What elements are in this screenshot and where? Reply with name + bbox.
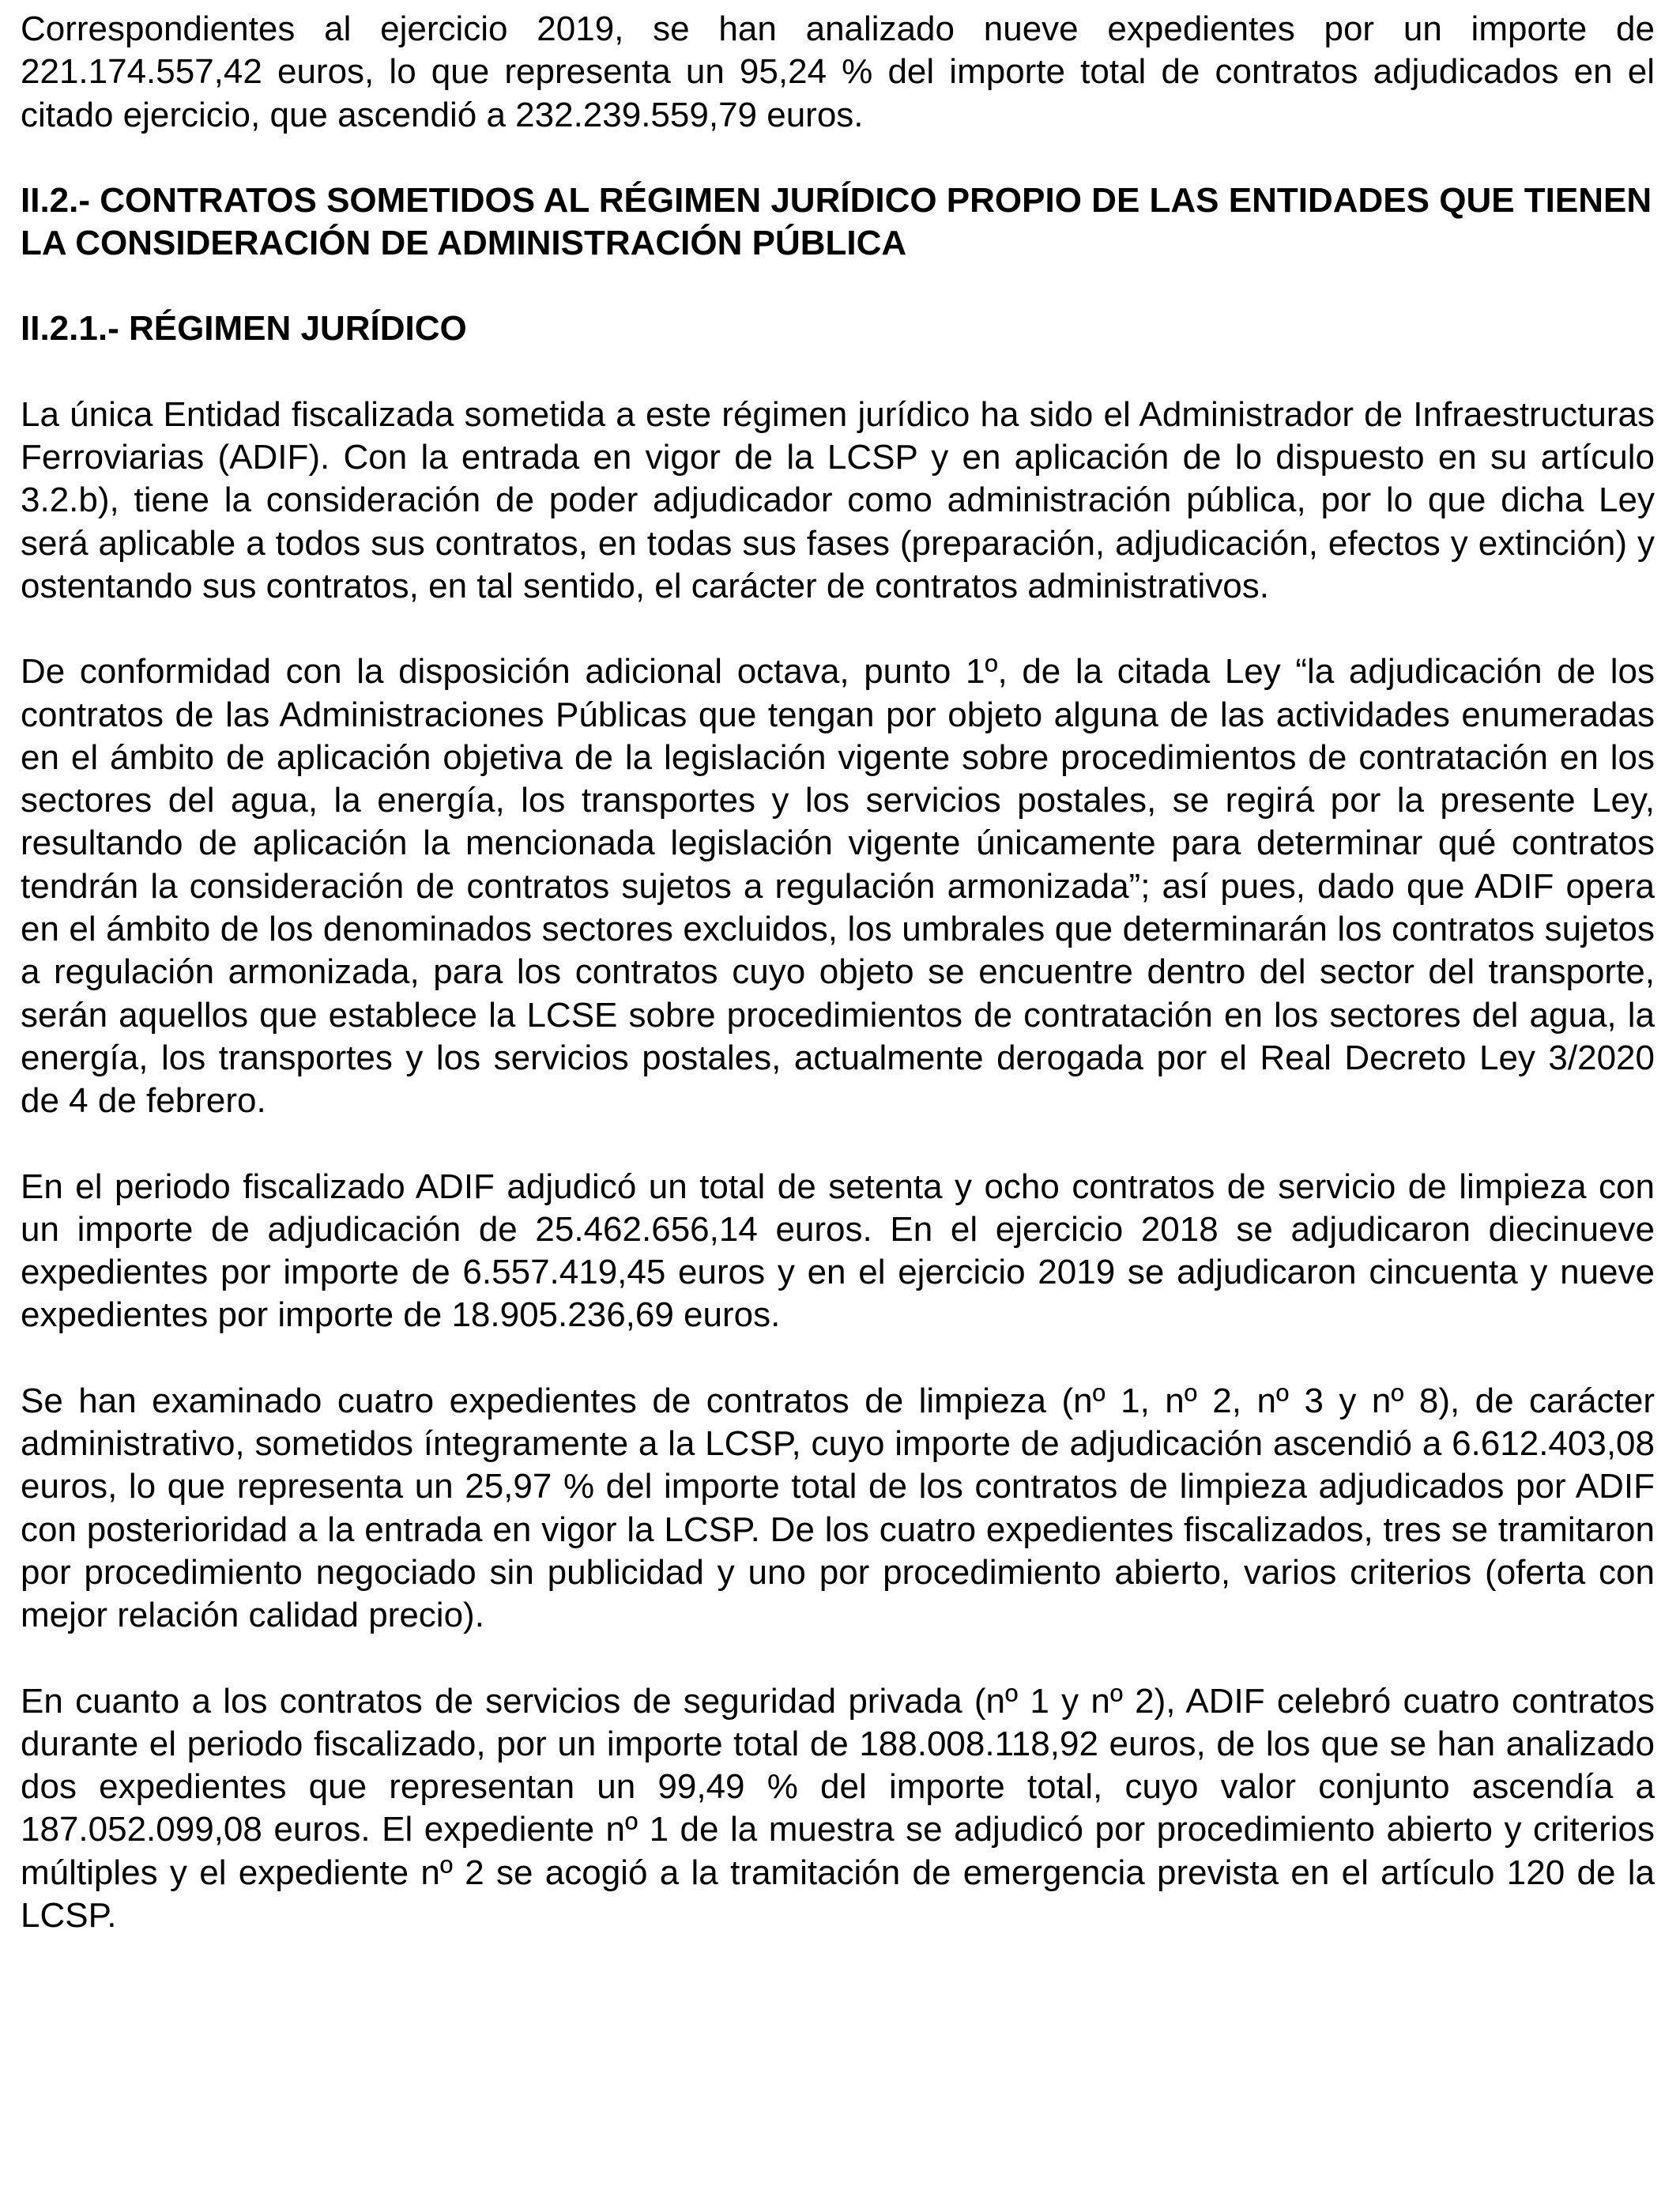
paragraph-cleaning-contracts: En el periodo fiscalizado ADIF adjudicó un total de setenta y ocho contratos de servicio de limpieza con un importe de adjudicación de 25.462.656,14 euros. En el ejercicio 2018 se adjudicaron diecinueve expedientes por importe de 6.557.419,45 euros y en el ejercicio 2019 se adjudicaron cincuenta y nueve expedientes por importe de 18.905.236,69 euros. — [21, 1167, 1655, 1335]
spacer — [21, 265, 1655, 307]
spacer — [21, 351, 1655, 394]
paragraph-legal-regime: La única Entidad fiscalizada sometida a este régimen jurídico ha sido el Administrador de Infraestructuras Ferroviarias (ADIF). Con la entrada en vigor de la LCSP y en aplicación de lo dispuesto en su artículo 3.2.b), tiene la consideración de poder adjudicador como administración pública, por lo que dicha Ley será aplicable a todos sus contratos, en todas sus fases (preparación, adjudicación, efectos y extinción) y ostentando sus contratos, en tal sentido, el carácter de contratos administrativos. — [21, 394, 1655, 605]
spacer — [21, 608, 1655, 650]
intro-paragraph: Correspondientes al ejercicio 2019, se han analizado nueve expedientes por un importe de 221.174.557,42 euros, lo que representa un 95,24 % del importe total de contratos adjudicados en el citado ejercicio, que ascendió a 232.239.559,79 euros. — [21, 9, 1655, 134]
document-page — [21, 8, 1655, 1937]
spacer — [21, 1638, 1655, 1680]
subsection-heading: II.2.1.- RÉGIMEN JURÍDICO — [21, 309, 467, 349]
paragraph-security-contracts: En cuanto a los contratos de servicios de seguridad privada (nº 1 y nº 2), ADIF celebró cuatro contratos durante el periodo fiscalizado, por un importe total de 188.008.118,92 euros, de los que se han analizado dos expedientes que representan un 99,49 % del importe total, cuyo valor conjunto ascendía a 187.052.099,08 euros. El expediente nº 1 de la muestra se adjudicó por procedimiento abierto y criterios múltiples y el expediente nº 2 se acogió a la tramitación de emergencia prevista en el artículo 120 de la LCSP. — [21, 1681, 1655, 1935]
spacer — [21, 1337, 1655, 1380]
spacer — [21, 1123, 1655, 1166]
paragraph-examined-files: Se han examinado cuatro expedientes de contratos de limpieza (nº 1, nº 2, nº 3 y nº 8), de carácter administrativo, sometidos íntegramente a la LCSP, cuyo importe de adjudicación ascendió a 6.612.403,08 euros, lo que representa un 25,97 % del importe total de los contratos de limpieza adjudicados por ADIF con posterioridad a la entrada en vigor la LCSP. De los cuatro expedientes fiscalizados, tres se tramitaron por procedimiento negociado sin publicidad y uno por procedimiento abierto, varios criterios (oferta con mejor relación calidad precio). — [21, 1381, 1655, 1635]
spacer — [21, 137, 1655, 179]
section-heading: II.2.- CONTRATOS SOMETIDOS AL RÉGIMEN JURÍDICO PROPIO DE LAS ENTIDADES QUE TIENEN LA CONSIDERACIÓN DE ADMINISTRACIÓN PÚBLICA — [21, 180, 1652, 263]
paragraph-additional-provision: De conformidad con la disposición adicional octava, punto 1º, de la citada Ley “la adjudicación de los contratos de las Administraciones Públicas que tengan por objeto alguna de las actividades enumeradas en el ámbito de aplicación objetiva de la legislación vigente sobre procedimientos de contratación en los sectores del agua, la energía, los transportes y los servicios postales, se regirá por la presente Ley, resultando de aplicación la mencionada legislación vigente únicamente para determinar qué contratos tendrán la consideración de contratos sujetos a regulación armonizada”; así pues, dado que ADIF opera en el ámbito de los denominados sectores excluidos, los umbrales que determinarán los contratos sujetos a regulación armonizada, para los contratos cuyo objeto se encuentre dentro del sector del transporte, serán aquellos que establece la LCSE sobre procedimientos de contratación en los sectores del agua, la energía, los transportes y los servicios postales, actualmente derogada por el Real Decreto Ley 3/2020 de 4 de febrero. — [21, 652, 1655, 1121]
